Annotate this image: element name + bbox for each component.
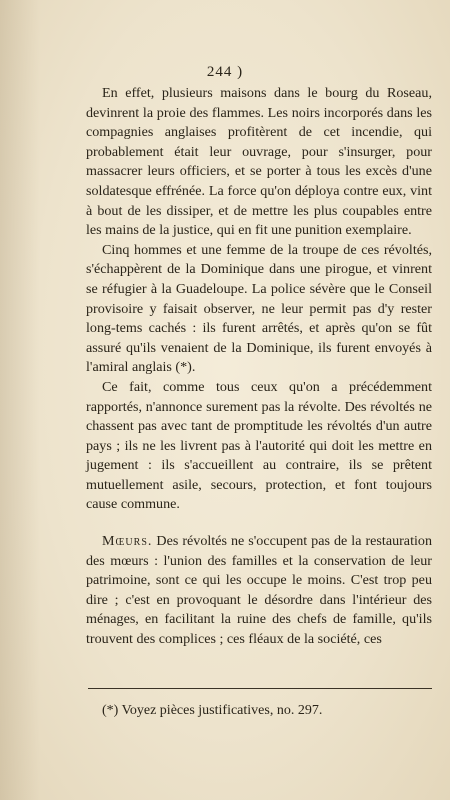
page-binding-shadow xyxy=(0,0,40,800)
page-number: 244 ) xyxy=(206,64,244,80)
paragraph-fugitives: Cinq hommes et une femme de la troupe de ces révoltés, s'échappèrent de la Dominique dans une pirogue, et vinrent se réfugier à la Guadeloupe. La police sévère que le Conseil provisoire y faisait observer, ne leur permit pas d'y rester long-tems cachés : ils furent arrêtés, et après qu'on se fût assuré qu'ils venaient de la Dominique, ils furent envoyés à l'amiral anglais (*). xyxy=(86,241,432,376)
footnote-rule xyxy=(88,688,432,689)
paragraph-roseau-fire: En effet, plusieurs maisons dans le bourg du Roseau, devinrent la proie des flammes. Les noirs incorporés dans les compagnies anglaises profitèrent de cet incendie, qui probablement était leur ouvrage, pour s'insurger, pour massacrer leurs officiers, et se porter à tous les excès d'une soldatesque effrénée. La force qu'on déploya contre eux, vint à bout de les dissiper, et de mettre les plus coupables entre les mains de la justice, qui en fit une punition exemplaire. xyxy=(86,85,432,239)
paragraph-conclusion: Ce fait, comme tous ceux qu'on a précédemment rapportés, n'annonce surement pas la révolte. Des révoltés ne chassent pas avec tant de promptitude les révoltés d'un autre pays ; ils ne les livrent pas à l'autorité qui doit les mettre en jugement : ils s'accueillent au contraire, ils se prêtent mutuellement asile, secours, protection, et font toujours cause commune. xyxy=(86,378,432,513)
footnote: (*) Voyez pièces justificatives, no. 297. xyxy=(102,703,323,718)
section-text: Des révoltés ne s'occupent pas de la restauration des mœurs : l'union des familles et la conservation de leur patrimoine, sont ce qui les occupe le moins. C'est trop peu dire ; c'est en provoquant le désordre dans l'intérieur des ménages, en facilitant la ruine des chefs de famille, qu'ils trouvent des complices ; ces fléaux de la société, ces xyxy=(86,533,432,648)
section-heading: Mœurs. xyxy=(102,533,153,550)
main-text xyxy=(86,84,432,650)
section-moeurs xyxy=(86,532,432,650)
